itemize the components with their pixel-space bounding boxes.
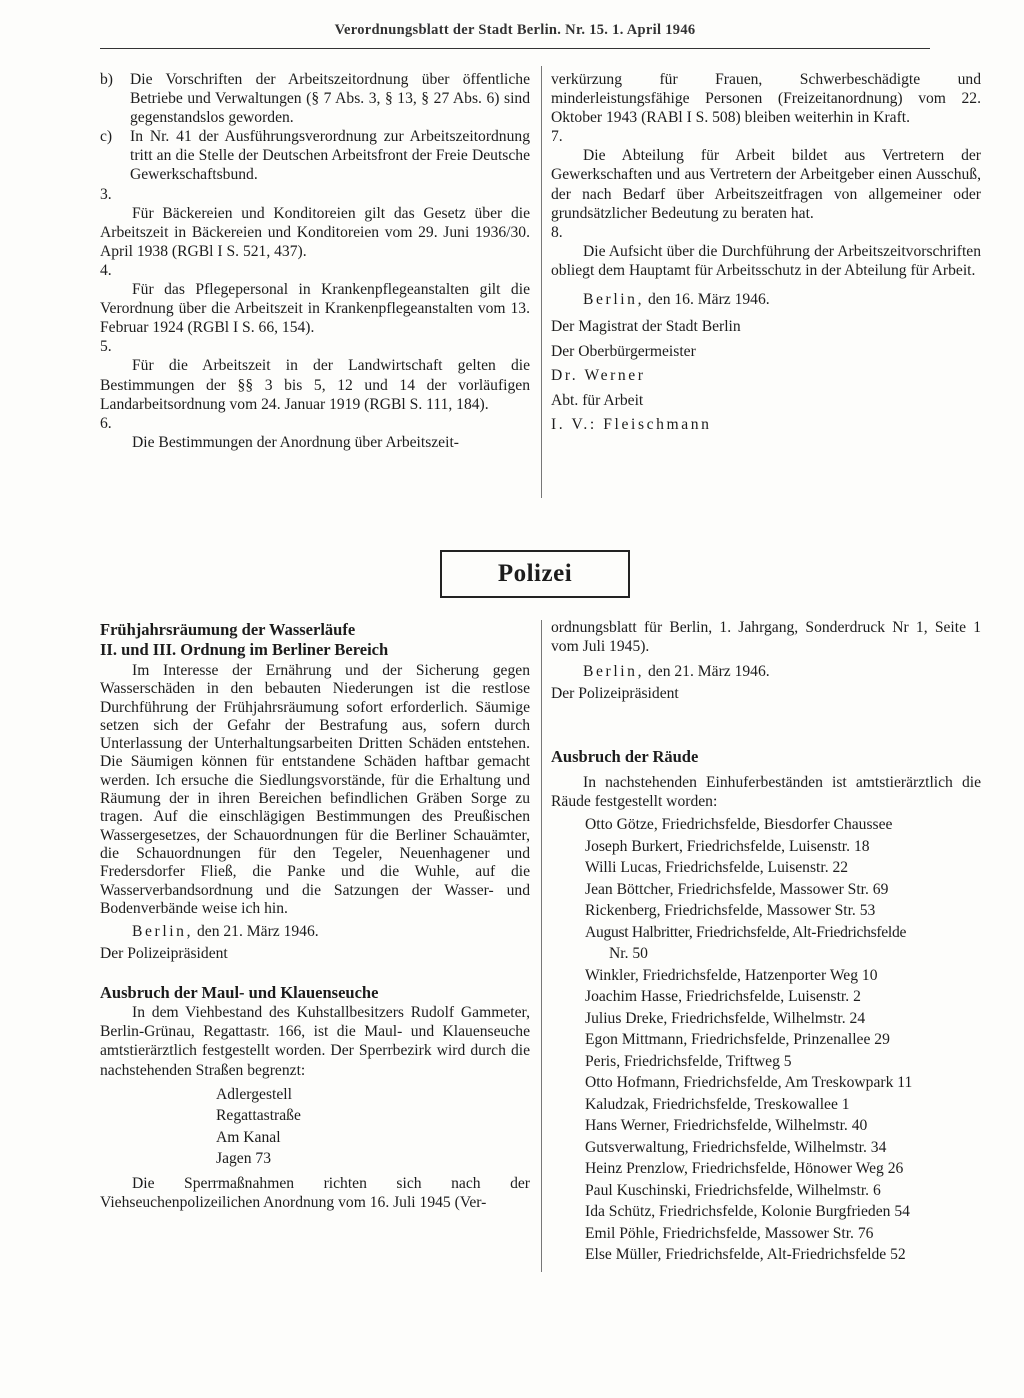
signature-deputy: I. V.: Fleischmann: [551, 416, 712, 434]
article-intro-raeude: In nachstehenden Einhuferbeständen ist amtstierärztlich die Räude festgestellt worden:: [551, 774, 981, 811]
top-right-column: [551, 70, 981, 438]
record-item: Hans Werner, Friedrichsfelde, Wilhelmstr. 40: [585, 1117, 868, 1135]
record-item: Winkler, Friedrichsfelde, Hatzenporter Weg 10: [585, 966, 878, 984]
record-list: [551, 814, 981, 1266]
section-number-4: 4.: [100, 261, 112, 279]
paragraph-5: Für die Arbeitszeit in der Landwirtschaft gelten die Bestimmungen der §§ 3 bis 5, 12 und 14 der vorläufigen Landarbeitsordnung vom 24. Januar 1919 (RGBl S. 111, 184).: [100, 357, 530, 413]
record-item: Kaludzak, Friedrichsfelde, Treskowallee 1: [585, 1095, 850, 1113]
publication-title: Verordnungsblatt der Stadt Berlin.: [334, 22, 562, 38]
section-number-8: 8.: [551, 223, 563, 241]
record-item: Joachim Hasse, Friedrichsfelde, Luisenstr. 2: [585, 988, 861, 1006]
top-left-column: [100, 70, 530, 452]
section-number-3: 3.: [100, 185, 112, 203]
record-item: Willi Lucas, Friedrichsfelde, Luisenstr. 22: [585, 859, 849, 877]
record-item: Gutsverwaltung, Friedrichsfelde, Wilhelmstr. 34: [585, 1138, 887, 1156]
date-city: Berlin,: [132, 923, 194, 941]
bottom-right-column: [551, 618, 981, 1266]
article-heading-line-2: II. und III. Ordnung im Berliner Bereich: [100, 640, 389, 659]
date-line: [100, 922, 530, 941]
record-item: Otto Götze, Friedrichsfelde, Biesdorfer Chaussee: [585, 816, 893, 834]
article-heading-seuche: Ausbruch der Maul- und Klauenseuche: [100, 983, 379, 1003]
date-city: Berlin,: [583, 663, 645, 681]
issue-date: 1. April 1946: [612, 22, 696, 38]
page-header: [100, 14, 930, 49]
article-paragraph-seuche: In dem Viehbestand des Kuhstallbesitzers Rudolf Gammeter, Berlin-Grünau, Regattastr. 166, ist die Maul- und Klauenseuche amtstierärztlich festgestellt worden. Der Sperrbezirk wird durch die nachstehenden Straßen begrenzt:: [100, 1004, 530, 1079]
date-text: den 21. März 1946.: [644, 663, 770, 681]
column-divider-bottom: [541, 620, 542, 1272]
issue-number: Nr. 15.: [565, 22, 609, 38]
item-c: [100, 127, 530, 184]
date-text: den 16. März 1946.: [644, 291, 770, 309]
item-c-text: In Nr. 41 der Ausführungsverordnung zur Arbeitszeitordnung tritt an die Stelle der Deutschen Arbeitsfront der Freie Deutsche Gewerkschaftsbund.: [130, 128, 530, 184]
item-b-text: Die Vorschriften der Arbeitszeitordnung über öffentliche Betriebe und Verwaltungen (§ 7 Abs. 3, § 13, § 27 Abs. 6) sind gegenstandslos geworden.: [130, 71, 530, 127]
signature-police: Der Polizeipräsident: [100, 945, 228, 963]
street-item: Regattastraße: [216, 1107, 301, 1125]
section-number-7: 7.: [551, 128, 563, 146]
paragraph-3: Für Bäckereien und Konditoreien gilt das Gesetz über die Arbeitszeit in Bäckereien und Konditoreien vom 29. Juni 1936/30. April 1938 (RGBl I S. 521, 437).: [100, 204, 530, 260]
street-list: [100, 1084, 530, 1170]
column-divider-top: [541, 66, 542, 498]
article-paragraph-wasserlaeufe: Im Interesse der Ernährung und der Sicherung gegen Wasserschäden in den bebauten Niederungen ist die restlose Durchführung der Frühjahrsräumung sofort erforderlich. Säumige setzen sich der Gefahr der Bestrafung aus, sofern durch Unterlassung der Unterhaltungsarbeiten Dritten Schäden entstehen. Die Säumigen können für entstandene Schäden haftbar gemacht werden. Ich ersuche die Siedlungsvorstände, für die Erhaltung und Räumung der in ihren Bereichen befindlichen Gräben Sorge zu tragen. Auf die einschlägigen Bestimmungen des Preußischen Wassergesetzes, der Schauordnungen für die Berliner Schauämter, die Schauordnungen für den Tegeler, Neuenhagener und Fredersdorfer Fließ, die Panke und die Wuhle, auf die Wasserverbandsordnung und die Satzungen der Wasser- und Bodenverbände weise ich hin.: [100, 662, 530, 917]
date-city: Berlin,: [583, 291, 645, 309]
record-item: Heinz Prenzlow, Friedrichsfelde, Hönower Weg 26: [585, 1160, 904, 1178]
paragraph-continued: ordnungsblatt für Berlin, 1. Jahrgang, Sonderdruck Nr 1, Seite 1 vom Juli 1945).: [551, 619, 981, 656]
paragraph-6-continued: verkürzung für Frauen, Schwerbeschädigte und minderleistungsfähige Personen (Freizeitanordnung) vom 22. Oktober 1943 (RABl I S. 508) bleiben weiterhin in Kraft.: [551, 71, 981, 127]
paragraph-8: Die Aufsicht über die Durchführung der Arbeitszeitvorschriften obliegt dem Hauptamt für Arbeitsschutz in der Abteilung für Arbeit.: [551, 242, 981, 279]
paragraph-7: Die Abteilung für Arbeit bildet aus Vertretern der Gewerkschaften und aus Vertretern der Arbeitgeber einen Ausschuß, der nach Bedarf über Arbeitszeitfragen von allgemeiner oder grundsätzlicher Bedeutung zu beraten hat.: [551, 147, 981, 222]
paragraph-4: Für das Pflegepersonal in Krankenpflegeanstalten gilt die Verordnung über die Arbeitszeit in Krankenpflegeanstalten vom 13. Februar 1924 (RGBl I S. 66, 154).: [100, 281, 530, 337]
date-line: [551, 290, 981, 309]
record-item: Joseph Burkert, Friedrichsfelde, Luisenstr. 18: [585, 837, 870, 855]
article-heading-line-1: Frühjahrsräumung der Wasserläufe: [100, 620, 356, 639]
signature-police: Der Polizeipräsident: [551, 685, 679, 703]
section-number-6: 6.: [100, 414, 112, 432]
header-line: [100, 22, 930, 39]
record-item: Ida Schütz, Friedrichsfelde, Kolonie Burgfrieden 54: [585, 1203, 910, 1221]
bottom-left-column: [100, 620, 530, 1212]
record-item: Egon Mittmann, Friedrichsfelde, Prinzenallee 29: [585, 1031, 890, 1049]
section-title: Polizei: [497, 560, 573, 587]
street-item: Am Kanal: [216, 1128, 281, 1146]
street-item: Jagen 73: [216, 1150, 271, 1168]
record-item: Paul Kuschinski, Friedrichsfelde, Wilhelmstr. 6: [585, 1181, 881, 1199]
date-text: den 21. März 1946.: [193, 923, 319, 941]
paragraph-6-start: Die Bestimmungen der Anordnung über Arbeitszeit-: [132, 433, 459, 451]
signature-magistrat: Der Magistrat der Stadt Berlin: [551, 318, 741, 336]
record-item: Otto Hofmann, Friedrichsfelde, Am Treskowpark 11: [585, 1074, 913, 1092]
item-b: [100, 70, 530, 127]
section-title-box: [440, 550, 630, 598]
record-item: Peris, Friedrichsfelde, Triftweg 5: [585, 1052, 792, 1070]
date-line: [551, 662, 981, 681]
street-item: Adlergestell: [216, 1085, 292, 1103]
record-item: August Halbritter, Friedrichsfelde, Alt-Friedrichsfelde: [585, 923, 907, 941]
record-item-continued: Nr. 50: [609, 945, 648, 963]
record-item: Jean Böttcher, Friedrichsfelde, Massower Str. 69: [585, 880, 889, 898]
signature-department: Abt. für Arbeit: [551, 391, 644, 409]
record-item: Rickenberg, Friedrichsfelde, Massower Str. 53: [585, 902, 876, 920]
signature-name: Dr. Werner: [551, 367, 646, 385]
record-item: Julius Dreke, Friedrichsfelde, Wilhelmstr. 24: [585, 1009, 866, 1027]
record-item: Emil Pöhle, Friedrichsfelde, Massower Str. 76: [585, 1224, 874, 1242]
article-heading-raeude: Ausbruch der Räude: [551, 747, 699, 767]
item-b-label: b): [100, 71, 113, 88]
section-number-5: 5.: [100, 338, 112, 356]
article-paragraph-sperrmassnahmen: Die Sperrmaßnahmen richten sich nach der Viehseuchenpolizeilichen Anordnung vom 16. Juli 1945 (Ver-: [100, 1174, 530, 1211]
record-item: Else Müller, Friedrichsfelde, Alt-Friedrichsfelde 52: [585, 1246, 906, 1264]
signature-oberbuergermeister: Der Oberbürgermeister: [551, 342, 696, 360]
item-c-label: c): [100, 128, 113, 146]
